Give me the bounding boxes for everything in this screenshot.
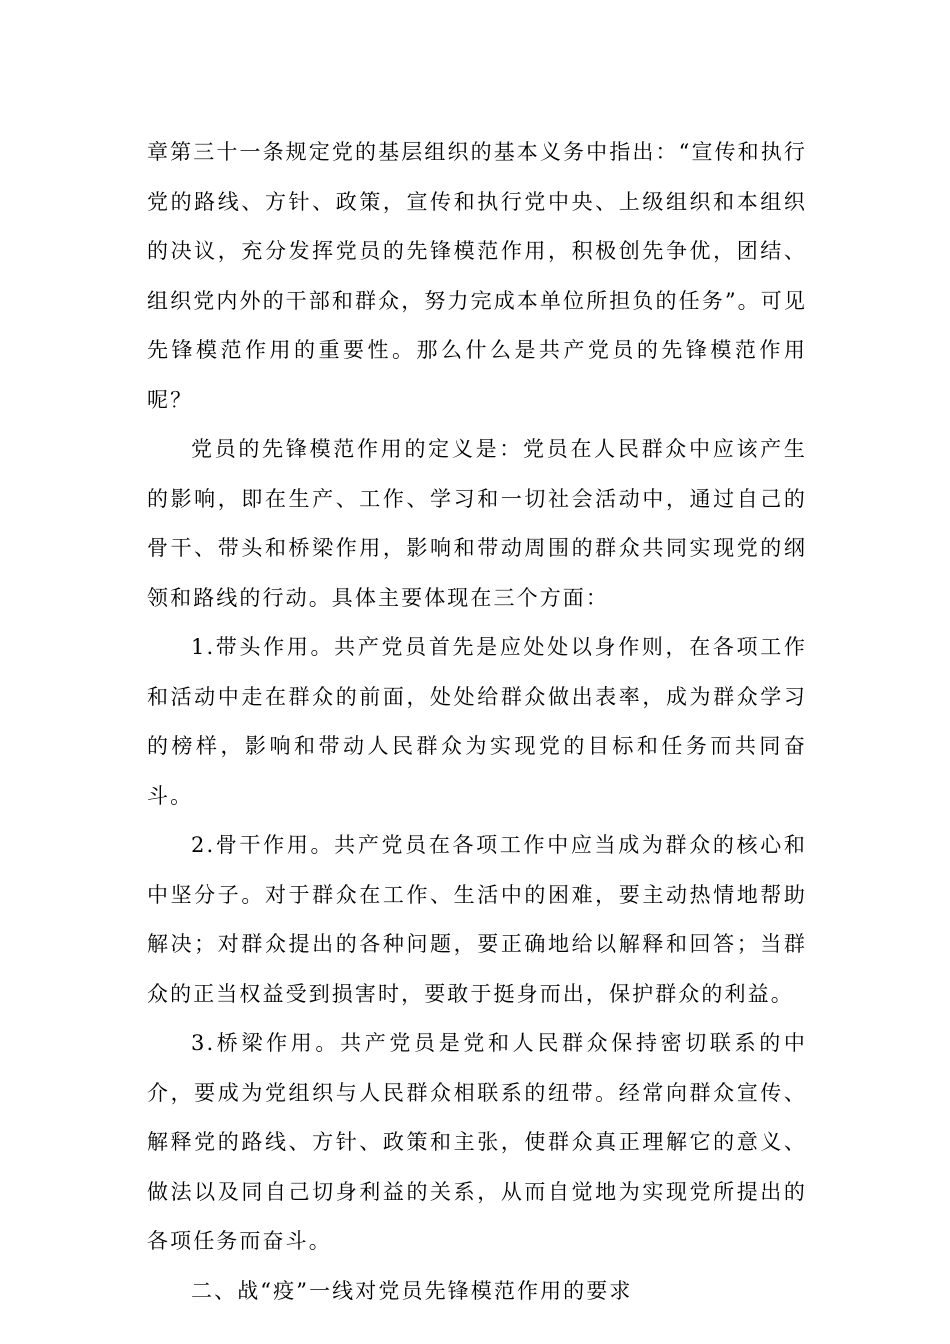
paragraph-vanguard-definition: 党员的先锋模范作用的定义是：党员在人民群众中应该产生的影响，即在生产、工作、学习和一切社会活动中，通过自己的骨干、带头和桥梁作用，影响和带动周围的群众共同实现党的纲领和路线的行动。具体主要体现在三个方面： [147, 437, 807, 610]
document-body [147, 128, 807, 1316]
section-heading-frontline-requirements: 二、战“疫”一线对党员先锋模范作用的要求 [191, 1278, 633, 1303]
paragraph-bridge-role: 3.桥梁作用。共产党员是党和人民群众保持密切联系的中介，要成为党组织与人民群众相联系的纽带。经常向群众宣传、解释党的路线、方针、政策和主张，使群众真正理解它的意义、做法以及同自己切身利益的关系，从而自觉地为实现党所提出的各项任务而奋斗。 [147, 1031, 807, 1253]
paragraph-leading-role: 1.带头作用。共产党员首先是应处处以身作则，在各项工作和活动中走在群众的前面，处处给群众做出表率，成为群众学习的榜样，影响和带动人民群众为实现党的目标和任务而共同奋斗。 [147, 635, 807, 808]
paragraph-backbone-role: 2.骨干作用。共产党员在各项工作中应当成为群众的核心和中坚分子。对于群众在工作、生活中的困难，要主动热情地帮助解决；对群众提出的各种问题，要正确地给以解释和回答；当群众的正当权益受到损害时，要敢于挺身而出，保护群众的利益。 [147, 833, 807, 1006]
paragraph-party-constitution-article: 章第三十一条规定党的基层组织的基本义务中指出：“宣传和执行党的路线、方针、政策，宣传和执行党中央、上级组织和本组织的决议，充分发挥党员的先锋模范作用，积极创先争优，团结、组织党内外的干部和群众，努力完成本单位所担负的任务”。可见先锋模范作用的重要性。那么什么是共产党员的先锋模范作用呢？ [147, 140, 807, 412]
